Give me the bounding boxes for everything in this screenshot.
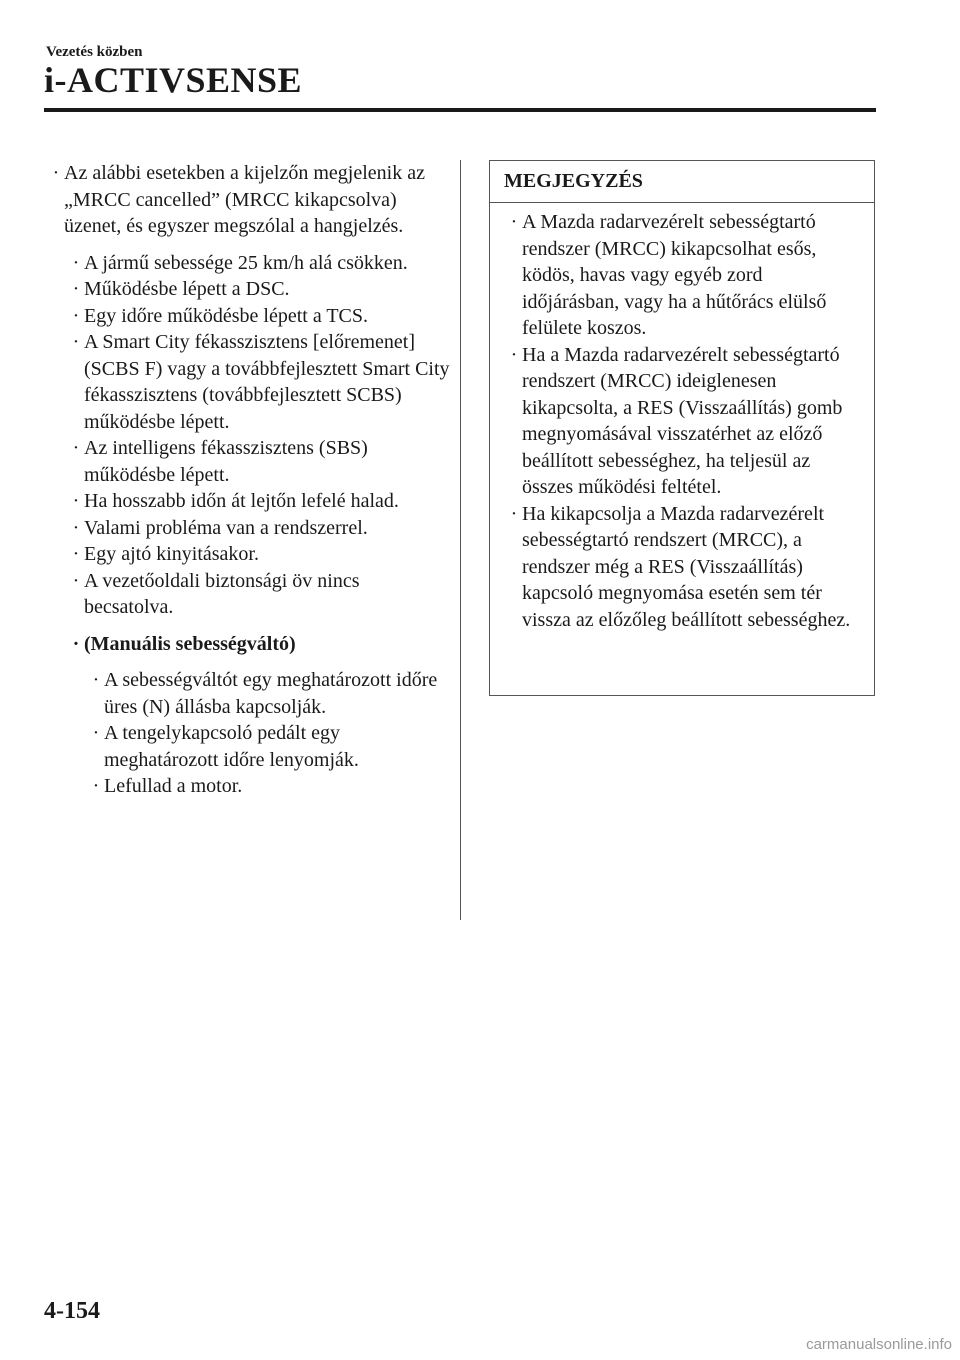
bullet-icon: · xyxy=(72,278,80,300)
bullet-icon: · xyxy=(72,543,80,565)
note-heading: MEGJEGYZÉS xyxy=(490,161,874,203)
bullet-icon: · xyxy=(72,304,80,327)
bullet-icon: · xyxy=(72,251,80,274)
column-divider xyxy=(460,160,461,920)
left-column xyxy=(50,160,450,800)
bullet-icon: · xyxy=(92,722,100,744)
list-item xyxy=(70,515,450,542)
note-item-text: Ha kikapcsolja a Mazda radarvezérelt sebességtartó rendszert (MRCC), a rendszer még a RES (Visszaállítás) kapcsoló megnyomása esetén sem tér vissza az előzőleg beállított sebességhez. xyxy=(522,502,851,631)
list-item-text: A tengelykapcsoló pedált egy meghatározott időre lenyomják. xyxy=(104,722,359,771)
page-title: i-ACTIVSENSE xyxy=(44,60,303,100)
note-item-text: Ha a Mazda radarvezérelt sebességtartó rendszert (MRCC) ideiglenesen kikapcsolta, a RES (Visszaállítás) gomb megnyomásával visszatérhet az előző beállított sebességhez, ha teljesül az összes működési feltétel. xyxy=(522,343,843,498)
bullet-icon: · xyxy=(510,502,518,525)
header-rule xyxy=(44,108,876,112)
list-item xyxy=(70,303,450,330)
bullet-icon: · xyxy=(92,775,100,797)
page-number: 4-154 xyxy=(44,1298,100,1324)
list-item-text: Egy időre működésbe lépett a TCS. xyxy=(84,304,369,327)
note-list xyxy=(490,203,874,633)
list-item xyxy=(70,250,450,277)
section-label: Vezetés közben xyxy=(46,44,143,60)
list-item-text: A vezetőoldali biztonsági öv nincs becsatolva. xyxy=(84,569,360,618)
manual-transmission-heading xyxy=(70,631,450,658)
bullet-icon: · xyxy=(510,211,518,233)
list-item-text: Lefullad a motor. xyxy=(104,775,243,797)
list-item xyxy=(90,667,450,720)
bullet-icon: · xyxy=(72,490,80,512)
list-item xyxy=(70,568,450,621)
bullet-icon: · xyxy=(52,162,60,184)
list-item xyxy=(70,276,450,303)
list-item-text: A jármű sebessége 25 km/h alá csökken. xyxy=(84,251,408,274)
note-item-text: A Mazda radarvezérelt sebességtartó rendszer (MRCC) kikapcsolhat esős, ködös, havas vagy egyéb zord időjárásban, vagy ha a hűtőrács elülső felülete koszos. xyxy=(522,211,827,339)
note-item xyxy=(508,209,860,342)
list-item-text: Egy ajtó kinyitásakor. xyxy=(84,543,259,565)
list-item xyxy=(90,773,450,800)
note-item xyxy=(508,342,860,501)
list-item-text: Ha hosszabb időn át lejtőn lefelé halad. xyxy=(84,490,399,512)
list-item-text: A Smart City fékasszisztens [előremenet] (SCBS F) vagy a továbbfejlesztett Smart City fékasszisztens (továbbfejlesztett SCBS) működésbe lépett. xyxy=(84,331,450,433)
note-item xyxy=(508,501,860,634)
bullet-icon: · xyxy=(72,437,80,459)
bullet-icon: · xyxy=(92,669,100,691)
list-item xyxy=(70,329,450,435)
bullet-icon: · xyxy=(72,569,80,592)
manual-heading-text: (Manuális sebességváltó) xyxy=(84,632,296,655)
bullet-icon: · xyxy=(510,343,518,366)
note-box xyxy=(489,160,875,696)
list-item-text: A sebességváltót egy meghatározott időre üres (N) állásba kapcsolják. xyxy=(104,669,438,718)
list-item-text: Működésbe lépett a DSC. xyxy=(84,278,290,300)
list-item xyxy=(70,488,450,515)
list-item xyxy=(70,435,450,488)
intro-bullet xyxy=(50,160,450,240)
bullet-icon: · xyxy=(72,331,80,353)
intro-text: Az alábbi esetekben a kijelzőn megjelenik az „MRCC cancelled” (MRCC kikapcsolva) üzenet, és egyszer megszólal a hangjelzés. xyxy=(64,162,425,237)
watermark: carmanualsonline.info xyxy=(806,1336,952,1353)
list-item xyxy=(90,720,450,773)
list-item-text: Valami probléma van a rendszerrel. xyxy=(84,516,368,539)
bullet-icon: · xyxy=(72,516,80,539)
bullet-icon: · xyxy=(72,632,80,655)
list-item-text: Az intelligens fékasszisztens (SBS) működésbe lépett. xyxy=(84,437,368,486)
list-item xyxy=(70,541,450,568)
